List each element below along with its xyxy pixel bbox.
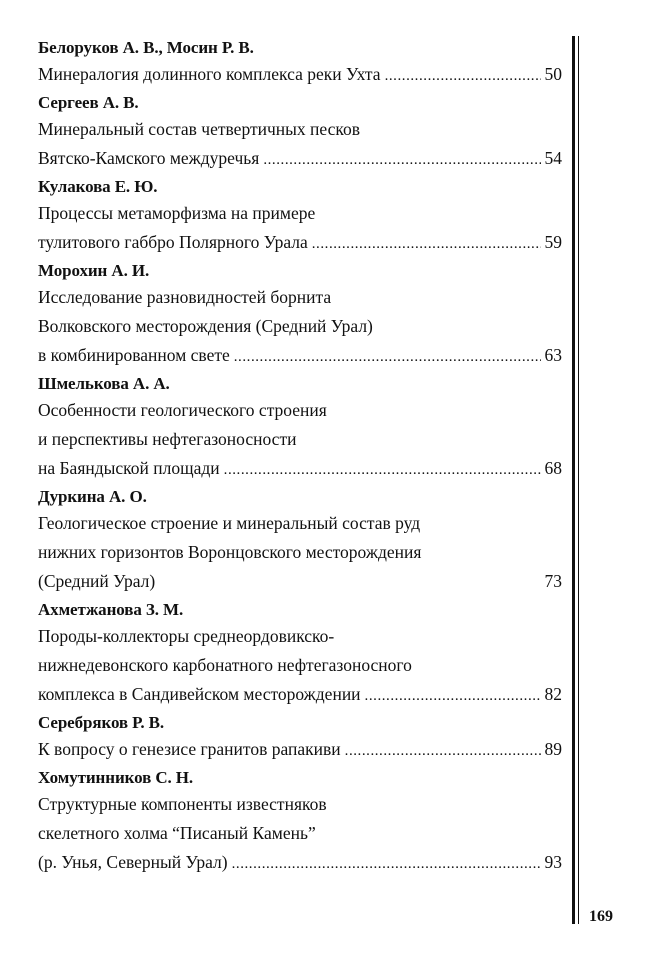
dot-leader: [385, 62, 541, 91]
entry-title-line: нижних горизонтов Воронцовского месторождения: [38, 542, 422, 562]
toc-entry: [38, 768, 562, 877]
entry-title-text: (Средний Урал): [38, 571, 156, 591]
toc-entry: [38, 38, 562, 89]
entry-author: Шмелькова А. А.: [38, 374, 170, 393]
entry-title-line: [38, 567, 562, 596]
entry-title-line: [38, 848, 562, 877]
entry-title-line: Структурные компоненты известняков: [38, 794, 327, 814]
dot-leader: [365, 682, 541, 711]
entry-title-line: Процессы метаморфизма на примере: [38, 203, 316, 223]
dot-leader: [312, 230, 541, 259]
entry-author: Ахметжанова З. М.: [38, 600, 184, 619]
entry-title-line: Исследование разновидностей борнита: [38, 287, 332, 307]
entry-page-number: 54: [544, 148, 562, 168]
dot-leader: [232, 850, 541, 879]
entry-author: Морохин А. И.: [38, 261, 150, 280]
entry-title-line: и перспективы нефтегазоносности: [38, 429, 297, 449]
table-of-contents: [38, 38, 562, 877]
toc-entry: [38, 600, 562, 709]
entry-title-line: [38, 228, 562, 257]
entry-title-line: [38, 680, 562, 709]
dot-leader: [234, 343, 541, 372]
toc-entry: [38, 487, 562, 596]
entry-title-line: Геологическое строение и минеральный состав руд: [38, 513, 421, 533]
entry-title-line: Волковского месторождения (Средний Урал): [38, 316, 373, 336]
toc-entry: [38, 93, 562, 173]
entry-title-text: Минералогия долинного комплекса реки Ухта: [38, 64, 381, 84]
entry-page-number: 82: [544, 684, 562, 704]
entry-title-text: (р. Унья, Северный Урал): [38, 852, 228, 872]
entry-author: Сергеев А. В.: [38, 93, 139, 112]
entry-title-line: Минеральный состав четвертичных песков: [38, 119, 360, 139]
entry-title-line: Породы-коллекторы среднеордовикско-: [38, 626, 335, 646]
entry-page-number: 63: [544, 345, 562, 365]
entry-page-number: 73: [544, 571, 562, 591]
entry-author: Дуркина А. О.: [38, 487, 147, 506]
dot-leader: [263, 146, 540, 175]
entry-title-line: нижнедевонского карбонатного нефтегазоносного: [38, 655, 412, 675]
entry-page-number: 59: [544, 232, 562, 252]
dot-leader: [345, 737, 541, 766]
entry-title-text: тулитового габбро Полярного Урала: [38, 232, 308, 252]
entry-title-text: комплекса в Сандивейском месторождении: [38, 684, 361, 704]
entry-title-text: Вятско-Камского междуречья: [38, 148, 260, 168]
page-number: 169: [589, 908, 613, 925]
margin-rule-thick: [572, 36, 575, 924]
entry-author: Кулакова Е. Ю.: [38, 177, 158, 196]
entry-author: Серебряков Р. В.: [38, 713, 165, 732]
entry-page-number: 50: [544, 64, 562, 84]
entry-page-number: 93: [544, 852, 562, 872]
entry-page-number: 89: [544, 739, 562, 759]
toc-entry: [38, 261, 562, 370]
entry-page-number: 68: [544, 458, 562, 478]
entry-title-line: [38, 454, 562, 483]
toc-entry: [38, 713, 562, 764]
entry-title-line: скелетного холма “Писаный Камень”: [38, 823, 316, 843]
toc-entry: [38, 177, 562, 257]
entry-author: Белоруков А. В., Мосин Р. В.: [38, 38, 254, 57]
dot-leader: [224, 456, 541, 485]
entry-author: Хомутинников С. Н.: [38, 768, 194, 787]
entry-title-text: К вопросу о генезисе гранитов рапакиви: [38, 739, 341, 759]
toc-entry: [38, 374, 562, 483]
entry-title-line: [38, 144, 562, 173]
entry-title-line: [38, 341, 562, 370]
entry-title-line: [38, 735, 562, 764]
entry-title-line: [38, 60, 562, 89]
entry-title-text: на Баяндыской площади: [38, 458, 220, 478]
margin-rule-thin: [578, 36, 579, 924]
entry-title-text: в комбинированном свете: [38, 345, 230, 365]
entry-title-line: Особенности геологического строения: [38, 400, 327, 420]
